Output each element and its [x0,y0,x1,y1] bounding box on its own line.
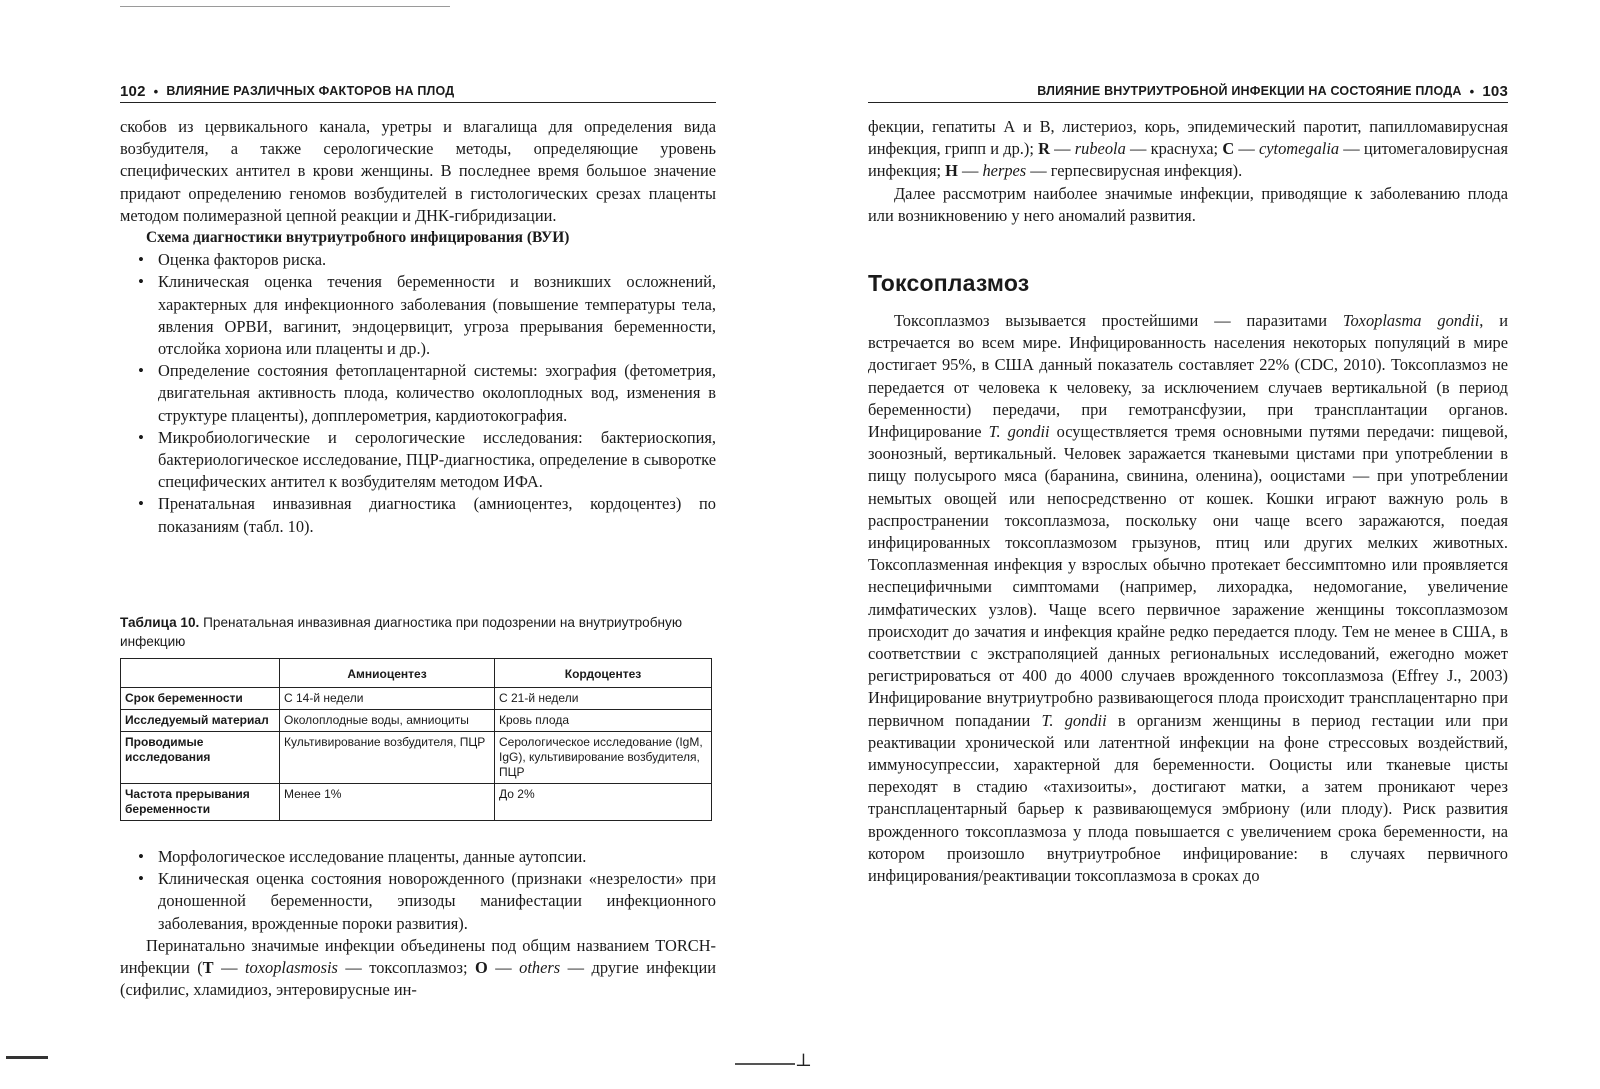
toxoplasmosis-paragraph [868,310,1508,887]
table-caption-text: Пренатальная инвазивная диагностика при подозрении на внутриутробную инфекцию [120,615,683,649]
text-run: — [213,958,245,978]
text-run: осуществляется тремя основными путями передачи: пищевой, зоонозный, вертикальный. Человек заражается тканевыми цистами при употреблении в пищу полусырого мяса (баранина, свинина, оленина), ооцистами — при употреблении немытых овощей или непосредственно от кошек. Кошки играют важную роль в распространении токсоплазмоза, поскольку они чаще всего заражаются, поедая инфицированных токсоплазмозом грызунов, птиц или других мелких животных. Токсоплазменная инфекция у взрослых обычно протекает бессимптомно или проявляется неспецифичными симптомами (например, лихорадка, недомогание, увеличение лимфатических узлов). Чаще всего первичное заражение женщины токсоплазмозом происходит до зачатия и инфекция крайне редко передается плоду. Тем не менее в США, в соответствии с экстраполяцией данных региональных исследований, ежегодно может регистрироваться от 400 до 4000 случаев врожденного токсоплазмоза (Effrey J., 2003) Инфицирование внутриутробно развивающегося плода происходит трансплацентарно при первичном попадании [868,422,1508,730]
text-run: — краснуха; [1125,139,1223,159]
table-cell: Околоплодные воды, амниоциты [280,710,495,732]
table-row [121,710,712,732]
list-item: • Клиническая оценка течения беременности и возникших осложнений, характерных для инфекционного заболевания (повышение температуры тела, явления ОРВИ, вагинит, эндоцервицит, угроза прерывания беременности, отслойка хориона или плаценты и др.). [138,271,716,360]
text-run: rubeola [1074,139,1126,159]
head-separator: • [153,83,159,99]
text-run: — другие инфекции (сифилис, хламидиоз, энтеровирусные ин- [120,958,716,1000]
list-item: • Оценка факторов риска. [138,249,716,271]
diagnostics-table [120,658,712,821]
text-run: , и встречается во всем мире. Инфицированность населения некоторых популяций в мире достигает 95%, в США данный показатель составляет 22% (CDC, 2010). Токсоплазмоз не передается от человека к человеку, за исключением случаев вертикальной (в период беременности) передачи, при гемотрансфузии, при трансплантации органов. Инфицирование [868,311,1509,442]
text-run: Перинатально значимые инфекции объединены под общим названием TORCH-инфекции ( [120,935,716,978]
table-header-cell: Амниоцентез [280,659,495,688]
left-text-block-bottom [120,846,716,1001]
diagnostic-scheme-list [120,249,716,538]
table-cell: Кровь плода [495,710,712,732]
right-page [800,0,1600,1089]
text-run: others [519,958,561,978]
text-run: — цитомегаловирусная инфекция; [868,139,1508,181]
table-row-label: Проводимые исследования [121,732,280,784]
running-head-title: ВЛИЯНИЕ РАЗЛИЧНЫХ ФАКТОРОВ НА ПЛОД [166,84,455,98]
text-run: фекции, гепатиты А и В, листериоз, корь, эпидемический паротит, папилломавирусная инфекция, грипп и др.); [868,117,1508,159]
text-run: H [945,161,958,181]
table-cell: С 21-й недели [495,688,712,710]
running-head-left [120,80,716,103]
running-head-right [868,80,1508,103]
text-run: T. gondii [988,422,1050,442]
list-item: • Морфологическое исследование плаценты, данные аутопсии. [138,846,716,868]
table-row-label: Частота прерывания беременности [121,784,280,821]
section-title: Токсоплазмоз [868,270,1030,296]
table-header-row [121,659,712,688]
table-cell: Серологическое исследование (IgM, IgG), культивирование возбудителя, ПЦР [495,732,712,784]
text-run: Т [202,958,214,978]
text-run: Toxoplasma gondii [1342,311,1480,330]
diagnostic-scheme-list-continued [120,846,716,935]
page-number: 103 [1482,82,1508,100]
table-cell: С 14-й недели [280,688,495,710]
torch-paragraph [120,935,716,1002]
text-run: C [1222,139,1235,159]
next-paragraph: Далее рассмотрим наиболее значимые инфекции, приводящие к заболеванию плода или возникновению у него аномалий развития. [868,183,1508,225]
page-number: 102 [120,82,146,100]
text-run: О [475,958,488,978]
table-row [121,688,712,710]
list-item: • Микробиологические и серологические исследования: бактериоскопия, бактериологическое исследование, ПЦР-диагностика, определение в сыворотке специфических антител к возбудителям методом ИФА. [138,427,716,494]
left-text-block-top [120,116,716,538]
text-run: R [1038,139,1050,159]
scheme-title: Схема диагностики внутриутробного инфицирования (ВУИ) [146,229,570,247]
table-row [121,784,712,821]
text-run: — герпесвирусная инфекция). [1026,161,1243,181]
table-cell: Культивирование возбудителя, ПЦР [280,732,495,784]
right-text-block-main [868,310,1508,887]
table-row-label: Исследуемый материал [121,710,280,732]
text-run: — [1234,139,1259,159]
text-run: — [487,958,520,978]
text-run: Токсоплазмоз вызывается простейшими — паразитами [894,311,1343,330]
list-item: • Пренатальная инвазивная диагностика (амниоцентез, кордоцентез) по показаниям (табл. 10). [138,493,716,537]
text-run: T. gondii [1041,710,1107,730]
text-run: в организм женщины в период гестации или при реактивации хронической или латентной инфекции на фоне стрессовых воздействий, иммуносупрессии, характерной для беременности. Ооцисты или тканевые цисты переходят в стадию «тахизоиты», достигают матки, а затем проникают через трансплацентарный барьер к развивающемуся эмбриону (или плоду). Риск развития врожденного токсоплазмоза у плода повышается с увеличением срока беременности, на котором произошло внутриутробное инфицирование: в случаях первичного инфицирования/реактивации токсоплазмоза в сроках до [868,710,1509,886]
table-cell: Менее 1% [280,784,495,821]
text-run: toxoplasmosis [245,958,338,978]
right-text-block-top [868,116,1508,227]
table-row-label: Срок беременности [121,688,280,710]
list-item: • Клиническая оценка состояния новорожденного (признаки «незрелости» при доношенной беременности, эпизоды манифестации инфекционного заболевания, врожденные пороки развития). [138,868,716,935]
intro-paragraph: скобов из цервикального канала, уретры и влагалища для определения вида возбудителя, а также серологические методы, определяющие уровень специфических антител в крови женщины. В последнее время большое значение придают определению геномов возбудителей в гистологических срезах плаценты методом полимеразной цепной реакции и ДНК-гибридизации. [120,117,716,225]
torch-continuation [868,116,1508,183]
table-caption-label: Таблица 10. [120,615,200,630]
table-header-cell: Кордоцентез [495,659,712,688]
running-head-title: ВЛИЯНИЕ ВНУТРИУТРОБНОЙ ИНФЕКЦИИ НА СОСТОЯНИЕ ПЛОДА [1037,84,1462,98]
table-header-cell [121,659,280,688]
list-item: • Определение состояния фетоплацентарной системы: эхография (фетометрия, двигательная активность плода, количество околоплодных вод, изменения в структуре плаценты), допплерометрия, кардиотокография. [138,360,716,427]
text-run: — токсоплазмоз; [337,958,475,978]
head-separator: • [1469,83,1475,99]
text-run: — [957,161,983,181]
table-caption [120,613,716,651]
spine-artifact: ⊥ [795,1050,812,1070]
text-run: cytomegalia [1258,139,1340,159]
text-run: herpes [982,161,1027,181]
table-row [121,732,712,784]
table-cell: До 2% [495,784,712,821]
text-run: — [1049,139,1075,159]
